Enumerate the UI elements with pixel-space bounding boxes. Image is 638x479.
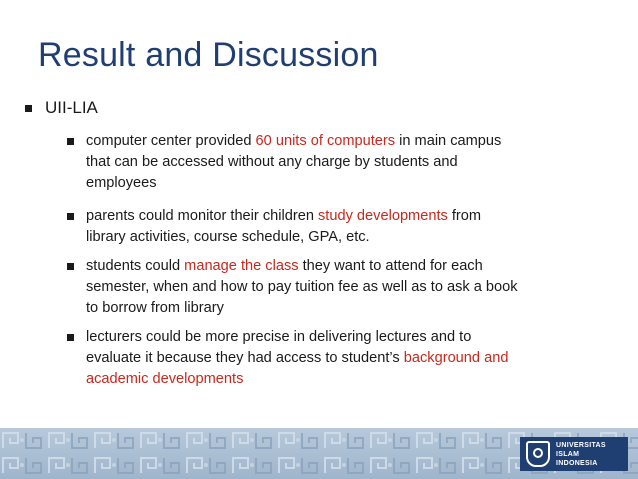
text-run: from: [447, 208, 482, 224]
text-run: evaluate it because they had access to student’s: [86, 350, 404, 366]
text-run: parents could monitor their children: [86, 208, 318, 224]
square-bullet-icon: [67, 138, 74, 145]
logo-line: INDONESIA: [556, 460, 598, 467]
square-bullet-icon: [67, 213, 74, 220]
highlight-text: background and: [403, 350, 509, 366]
square-bullet-icon: [25, 105, 32, 112]
item-line: [86, 256, 606, 277]
bullet-item: [86, 206, 606, 248]
item-line: [86, 152, 606, 173]
text-run: semester, when and how to pay tuition fee as well as to ask a book: [86, 279, 518, 295]
item-line: [86, 131, 606, 152]
emblem-icon: [526, 441, 550, 467]
bullet-item: [86, 327, 606, 390]
item-line: [86, 277, 606, 298]
logo-line: ISLAM: [556, 451, 580, 458]
text-run: that can be accessed without any charge by students and: [86, 154, 458, 170]
text-run: in main campus: [395, 133, 502, 149]
item-line: [86, 206, 606, 227]
item-line: [86, 369, 606, 390]
text-run: lecturers could be more precise in delivering lectures and to: [86, 329, 472, 345]
slide-title: Result and Discussion: [38, 36, 379, 74]
item-line: [86, 298, 606, 319]
text-run: employees: [86, 175, 157, 191]
logo-text: [556, 441, 626, 468]
university-logo: [520, 437, 628, 471]
item-line: [86, 327, 606, 348]
highlight-text: manage the class: [184, 258, 299, 274]
highlight-text: study developments: [318, 208, 448, 224]
item-line: [86, 348, 606, 369]
item-line: [86, 227, 606, 248]
bullet-item: [86, 256, 606, 319]
logo-line: UNIVERSITAS: [556, 442, 606, 449]
bullet-item: [86, 131, 606, 194]
text-run: they want to attend for each: [298, 258, 483, 274]
text-run: students could: [86, 258, 185, 274]
square-bullet-icon: [67, 263, 74, 270]
highlight-text: 60 units of computers: [255, 133, 396, 149]
square-bullet-icon: [67, 334, 74, 341]
text-run: to borrow from library: [86, 300, 224, 316]
highlight-text: academic developments: [86, 371, 244, 387]
text-run: library activities, course schedule, GPA, etc.: [86, 229, 370, 245]
text-run: computer center provided: [86, 133, 256, 149]
section-label: UII-LIA: [45, 98, 98, 117]
item-line: [86, 173, 606, 194]
